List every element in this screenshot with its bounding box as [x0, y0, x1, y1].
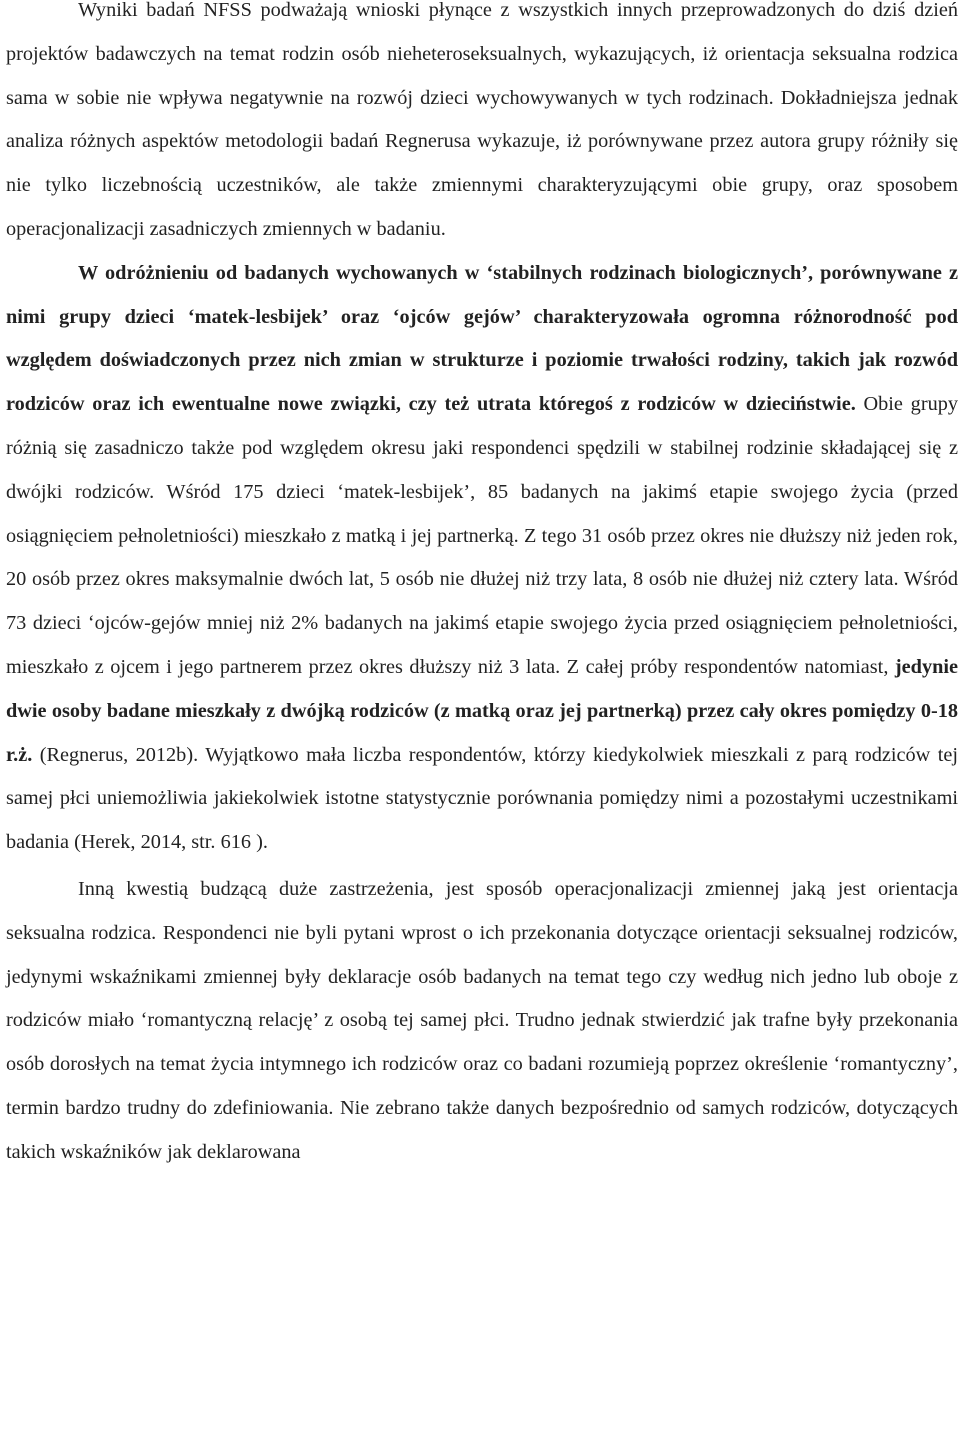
paragraph-1 [6, 0, 958, 252]
paragraph-2-text-end: (Regnerus, 2012b). Wyjątkowo mała liczba respondentów, którzy kiedykolwiek mieszkali z parą rodziców tej samej płci uniemożliwia jakiekolwiek istotne statystycznie porównania pomiędzy nimi a pozostałymi uczestnikami badania (Herek, 2014, str. 616 ). [6, 743, 958, 854]
paragraph-1-text: Wyniki badań NFSS podważają wnioski płynące z wszystkich innych przeprowadzonych do dziś dzień projektów badawczych na temat rodzin osób nieheteroseksualnych, wykazujących, iż orientacja seksualna rodzica sama w sobie nie wpływa negatywnie na rozwój dzieci wychowywanych w tych rodzinach. Dokładniejsza jednak analiza różnych aspektów metodologii badań Regnerusa wykazuje, iż porównywane przez autora grupy różniły się nie tylko liczebnością uczestników, ale także zmiennymi charakteryzującymi obie grupy, oraz sposobem operacjonalizacji zasadniczych zmiennych w badaniu. [6, 0, 958, 240]
paragraph-2-bold-intro: W odróżnieniu od badanych wychowanych w ‘stabilnych rodzinach biologicznych’, porównywane z nimi grupy dzieci ‘matek-lesbijek’ oraz ‘ojców gejów’ charakteryzowała ogromna różnorodność pod względem doświadczonych przez nich zmian w strukturze i poziomie trwałości rodziny, takich jak rozwód rodziców oraz ich ewentualne nowe związki, czy też utrata któregoś z rodziców w dzieciństwie. [6, 261, 958, 416]
paragraph-3 [6, 868, 958, 1175]
paragraph-2-text: Obie grupy różnią się zasadniczo także pod względem okresu jaki respondenci spędzili w stabilnej rodzinie składającej się z dwójki rodziców. Wśród 175 dzieci ‘matek-lesbijek’, 85 badanych na jakimś etapie swojego życia (przed osiągnięciem pełnoletniości) mieszkało z matką i jej partnerką. Z tego 31 osób przez okres nie dłuższy niż jeden rok, 20 osób przez okres maksymalnie dwóch lat, 5 osób nie dłużej niż trzy lata, 8 osób nie dłużej niż cztery lata. Wśród 73 dzieci ‘ojców-gejów mniej niż 2% badanych na jakimś etapie swojego życia przed osiągnięciem pełnoletniości, mieszkało z ojcem i jego partnerem przez okres dłuższy niż 3 lata. Z całej próby respondentów natomiast, [6, 393, 958, 678]
paragraph-2-bold-finding: jedynie dwie osoby badane mieszkały z dwójką rodziców (z matką oraz jej partnerką) przez cały okres pomiędzy 0-18 r.ż. [6, 655, 958, 766]
paragraph-3-text: Inną kwestią budzącą duże zastrzeżenia, jest sposób operacjonalizacji zmiennej jaką jest orientacja seksualna rodzica. Respondenci nie byli pytani wprost o ich przekonania dotyczące orientacji seksualnej rodziców, jedynymi wskaźnikami zmiennej były deklaracje osób badanych na temat tego czy według nich jedno lub oboje z rodziców miało ‘romantyczną relację’ z osobą tej samej płci. Trudno jednak stwierdzić jak trafne były przekonania osób dorosłych na temat życia intymnego ich rodziców oraz co badani rozumieją poprzez określenie ‘romantyczny’, termin bardzo trudny do zdefiniowania. Nie zebrano także danych bezpośrednio od samych rodziców, dotyczących takich wskaźników jak deklarowana [6, 877, 958, 1163]
paragraph-2 [6, 252, 958, 865]
